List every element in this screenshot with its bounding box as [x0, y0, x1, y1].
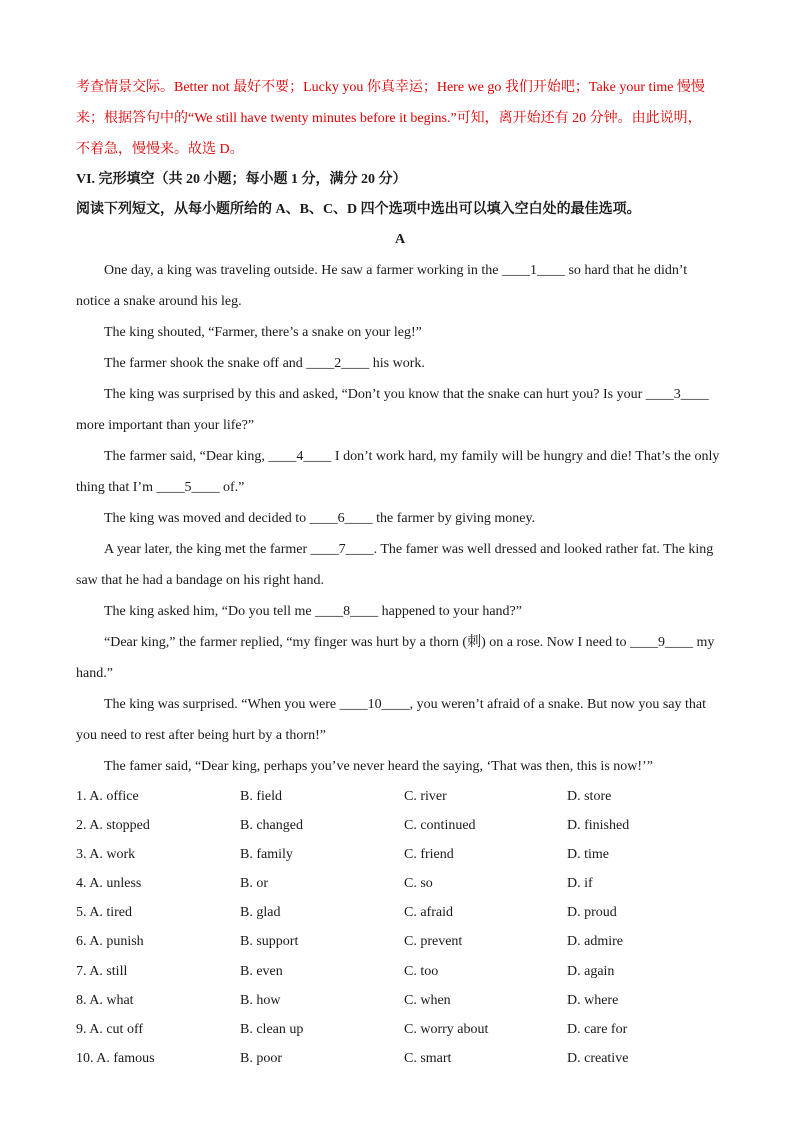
option-d: D. care for	[567, 1021, 628, 1037]
passage-paragraph: The king was moved and decided to ____6____ the farmer by giving money.	[104, 511, 536, 526]
passage-paragraph: The king was surprised. “When you were ____10____, you weren’t afraid of a snake. But now you say that you need to rest after being hurt by a thorn!”	[76, 697, 706, 743]
option-row	[76, 782, 724, 811]
options-list	[76, 782, 724, 1073]
option-b: B. family	[240, 847, 293, 863]
option-d: D. again	[567, 963, 615, 979]
option-d: D. if	[567, 876, 593, 892]
passage	[76, 255, 724, 782]
option-row	[76, 986, 724, 1015]
explanation-line: 来；根据答句中的“We still have twenty minutes before it begins.”可知，离开始还有 20 分钟。由此说明，	[76, 111, 702, 126]
option-a: 7. A. still	[76, 963, 128, 979]
passage-paragraph: “Dear king,” the farmer replied, “my finger was hurt by a thorn (刺) on a rose. Now I need to ____9____ my hand.”	[76, 635, 715, 681]
option-d: D. where	[567, 992, 619, 1008]
section-title: VI. 完形填空（共 20 小题；每小题 1 分，满分 20 分）	[76, 172, 407, 187]
passage-paragraph: The king shouted, “Farmer, there’s a snake on your leg!”	[104, 325, 422, 340]
option-d: D. admire	[567, 934, 623, 950]
option-d: D. finished	[567, 818, 630, 834]
option-a: 5. A. tired	[76, 905, 132, 921]
option-c: C. too	[404, 963, 439, 979]
option-b: B. or	[240, 876, 268, 892]
option-b: B. poor	[240, 1050, 282, 1066]
option-c: C. continued	[404, 818, 476, 834]
passage-paragraph: The farmer shook the snake off and ____2____ his work.	[104, 356, 425, 371]
option-b: B. glad	[240, 905, 281, 921]
option-c: C. river	[404, 789, 447, 804]
passage-paragraph: The farmer said, “Dear king, ____4____ I don’t work hard, my family will be hungry and die! That’s the only thing that I’m ____5____ of.”	[76, 449, 720, 495]
document-page	[76, 72, 724, 1073]
option-a: 3. A. work	[76, 847, 136, 863]
explanation-line: 考查情景交际。Better not 最好不要；Lucky you 你真幸运；Here we go 我们开始吧；Take your time 慢慢	[76, 80, 705, 95]
option-row	[76, 811, 724, 840]
option-row	[76, 869, 724, 898]
option-c: C. so	[404, 876, 433, 892]
explanation-line: 不着急，慢慢来。故选 D。	[76, 142, 244, 157]
option-row	[76, 957, 724, 986]
answer-explanation	[76, 72, 724, 165]
option-d: D. store	[567, 789, 612, 804]
option-b: B. changed	[240, 818, 303, 834]
option-row	[76, 1044, 724, 1073]
option-row	[76, 898, 724, 927]
option-a: 4. A. unless	[76, 876, 142, 892]
part-label: A	[394, 232, 406, 247]
option-c: C. smart	[404, 1050, 452, 1066]
option-b: B. field	[240, 789, 282, 804]
option-c: C. afraid	[404, 905, 453, 921]
option-b: B. how	[240, 992, 281, 1008]
section-instruction: 阅读下列短文，从每小题所给的 A、B、C、D 四个选项中选出可以填入空白处的最佳选项。	[76, 202, 641, 217]
option-d: D. time	[567, 847, 609, 863]
option-b: B. even	[240, 963, 283, 979]
option-a: 1. A. office	[76, 789, 139, 804]
passage-paragraph: A year later, the king met the farmer ____7____. The famer was well dressed and looked rather fat. The king saw that he had a bandage on his right hand.	[76, 542, 714, 588]
option-d: D. proud	[567, 905, 617, 921]
option-a: 8. A. what	[76, 992, 134, 1008]
passage-paragraph: The king asked him, “Do you tell me ____8____ happened to your hand?”	[104, 604, 522, 619]
passage-paragraph: One day, a king was traveling outside. He saw a farmer working in the ____1____ so hard that he didn’t notice a snake around his leg.	[76, 263, 688, 309]
option-a: 6. A. punish	[76, 934, 144, 950]
option-c: C. when	[404, 992, 451, 1008]
option-row	[76, 927, 724, 956]
option-c: C. worry about	[404, 1021, 489, 1037]
option-row	[76, 840, 724, 869]
option-c: C. friend	[404, 847, 454, 863]
option-b: B. clean up	[240, 1021, 304, 1037]
option-d: D. creative	[567, 1050, 629, 1066]
option-b: B. support	[240, 934, 299, 950]
passage-paragraph: The king was surprised by this and asked, “Don’t you know that the snake can hurt you? Is your ____3____ more important than your life?”	[76, 387, 709, 433]
option-a: 9. A. cut off	[76, 1021, 144, 1037]
passage-paragraph: The famer said, “Dear king, perhaps you’ve never heard the saying, ‘That was then, this is now!’”	[104, 759, 653, 774]
option-a: 2. A. stopped	[76, 818, 150, 834]
option-a: 10. A. famous	[76, 1050, 155, 1066]
option-c: C. prevent	[404, 934, 463, 950]
option-row	[76, 1015, 724, 1044]
